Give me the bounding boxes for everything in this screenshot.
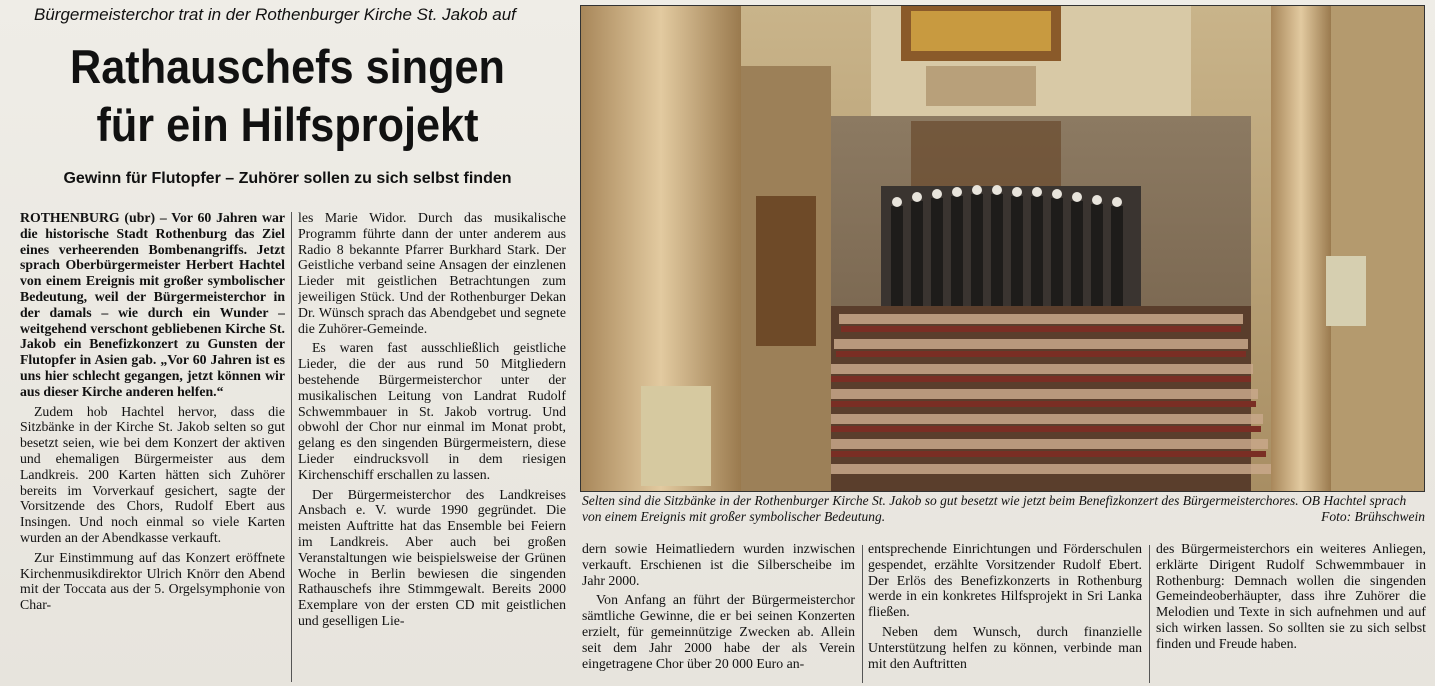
paragraph: Es waren fast ausschließlich geistliche Lieder, die der aus rund 50 Mitgliedern bestehende Bürgermeisterchor unter der musikalischen Leitung von Landrat Rudolf Schwemmbauer in St. Jakob vortrug. Und obwohl der Chor nur einmal im Monat probt, gelang es den singenden Bürgermeistern, diese Lieder eindrucksvoll in dem riesigen Kirchenschiff erschallen zu lassen. bbox=[298, 340, 566, 482]
article-headline bbox=[23, 38, 552, 154]
column-divider bbox=[1149, 545, 1150, 683]
paragraph: Der Bürgermeisterchor des Landkreises Ansbach e. V. wurde 1990 gegründet. Die meisten Auftritte hat das Ensemble bei Feiern im Landkreis. Aber auch bei großen Veranstaltungen wie beispielsweise der Grünen Woche in Berlin bewiesen die singenden Rathauschefs ihre Stimmgewalt. Bereits 2000 Exemplare von der ersten CD mit geistlichen und geselligen Lie- bbox=[298, 486, 566, 628]
photo-credit: Foto: Brühschwein bbox=[1321, 509, 1425, 524]
article-column-4 bbox=[868, 541, 1142, 686]
paragraph: des Bürgermeisterchors ein weiteres Anliegen, erklärte Dirigent Rudolf Schwemmbauer in Rothenburg: Demnach wollen die singenden Gemeindeoberhäupter, dass ihre Zuhörer die Melodien und Texte in sich aufnehmen und auf sich wirken lassen. So sollten sie zu sich selbst finden und Freude haben. bbox=[1156, 541, 1426, 651]
lead-paragraph: ROTHENBURG (ubr) – Vor 60 Jahren war die historische Stadt Rothenburg das Ziel eines verheerenden Bombenangriffs. Jetzt sprach Oberbürgermeister Herbert Hachtel von einem Ereignis mit großer symbolischer Bedeutung, weil der Bürgermeisterchor in der damals – wie durch ein Wunder – weitgehend verschont gebliebenen Kirche St. Jakob ein Benefizkonzert zu Gunsten der Flutopfer in Asien gab. „Vor 60 Jahren ist es uns hier schlecht gegangen, jetzt können wir aus dieser Kirche anderen helfen.“ bbox=[20, 210, 285, 399]
photo-illustration bbox=[581, 6, 1424, 491]
paragraph: Zudem hob Hachtel hervor, dass die Sitzbänke in der Kirche St. Jakob selten so gut besetzt seien, wie bei dem Konzert der aktiven und ehemaligen Bürgermeister aus dem Landkreis. 200 Karten hätten sich Zuhörer bereits im Vorverkauf gesichert, sagte der Vorsitzende des Chors, Rudolf Ebert aus Insingen. Und noch einmal so viele Karten wurden an der Abendkasse verkauft. bbox=[20, 403, 285, 545]
headline-line-2: für ein Hilfsprojekt bbox=[96, 98, 479, 151]
paragraph: dern sowie Heimatliedern wurden inzwischen verkauft. Erschienen ist die Silberscheibe im Jahr 2000. bbox=[582, 541, 855, 588]
article-column-2 bbox=[298, 210, 566, 686]
article-column-1 bbox=[20, 210, 285, 686]
paragraph: entsprechende Einrichtungen und Förderschulen gespendet, erzählte Vorsitzender Rudolf Ebert. Der Erlös des Benefizkonzerts in Rothenburg werde in ein konkretes Hilfsprojekt in Sri Lanka fließen. bbox=[868, 541, 1142, 620]
article-column-5 bbox=[1156, 541, 1426, 686]
paragraph: Zur Einstimmung auf das Konzert eröffnete Kirchenmusikdirektor Ulrich Knörr den Abend mit der Toccata aus der 5. Orgelsymphonie von Char- bbox=[20, 549, 285, 613]
church-concert-photo bbox=[580, 5, 1425, 492]
article-subhead: Gewinn für Flutopfer – Zuhörer sollen zu sich selbst finden bbox=[63, 170, 512, 187]
article-column-3 bbox=[582, 541, 855, 686]
column-divider bbox=[862, 545, 863, 683]
column-divider bbox=[291, 212, 292, 682]
paragraph: les Marie Widor. Durch das musikalische Programm führte dann der unter anderem aus Radio 8 bekannte Pfarrer Burkhard Stark. Der Geistliche verband seine Ansagen der einzlenen Lieder mit geistlichen Betrachtungen zum jeweiligen Stück. Und der Rothenburger Dekan Dr. Wünsch sprach das Abendgebet und segnete die Zuhörer-Gemeinde. bbox=[298, 210, 566, 336]
paragraph: Von Anfang an führt der Bürgermeisterchor sämtliche Gewinne, die er bei seinen Konzerten erzielt, für gemeinnützige Zwecken ab. Allein seit dem Jahr 2000 habe der als Verein eingetragene Chor über 20 000 Euro an- bbox=[582, 592, 855, 671]
headline-line-1: Rathauschefs singen bbox=[70, 40, 505, 93]
photo-caption: Selten sind die Sitzbänke in der Rothenburger Kirche St. Jakob so gut besetzt wie jetzt beim Benefizkonzert des Bürgermeisterchores. OB Hachtel sprach von einem Ereignis mit großer symbolischer Bedeutung. bbox=[582, 493, 1407, 524]
article-kicker: Bürgermeisterchor trat in der Rothenburger Kirche St. Jakob auf bbox=[34, 5, 516, 24]
paragraph: Neben dem Wunsch, durch finanzielle Unterstützung helfen zu können, verbinde man mit den Auftritten bbox=[868, 623, 1142, 671]
